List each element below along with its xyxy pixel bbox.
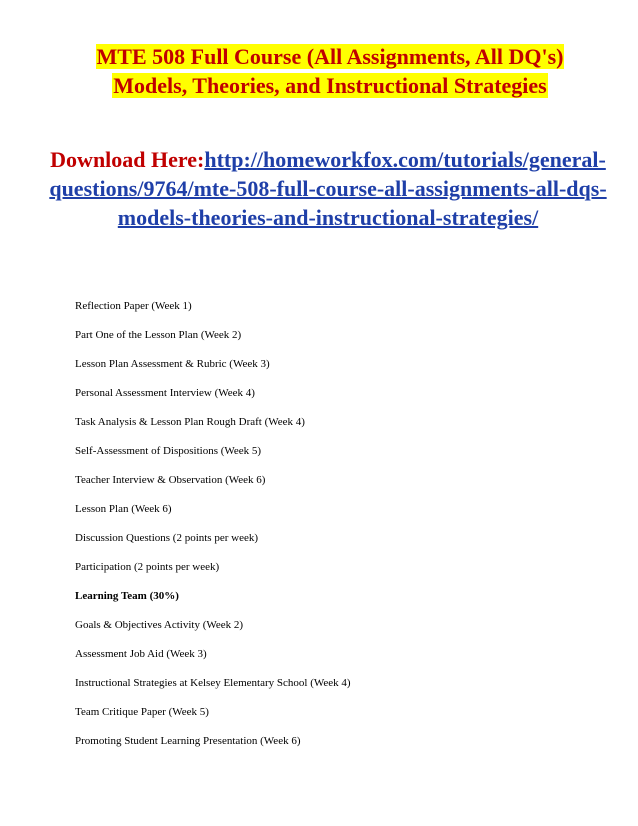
list-item: Reflection Paper (Week 1) xyxy=(75,300,192,312)
list-item: Lesson Plan (Week 6) xyxy=(75,503,172,515)
list-item: Task Analysis & Lesson Plan Rough Draft (Week 4) xyxy=(75,416,305,428)
list-item: Instructional Strategies at Kelsey Elementary School (Week 4) xyxy=(75,677,351,689)
list-item: Part One of the Lesson Plan (Week 2) xyxy=(75,329,242,341)
document-title-text: MTE 508 Full Course (All Assignments, All DQ's) Models, Theories, and Instructional Strategies xyxy=(96,44,564,98)
download-block xyxy=(48,145,608,232)
list-item: Promoting Student Learning Presentation (Week 6) xyxy=(75,735,301,747)
list-item: Goals & Objectives Activity (Week 2) xyxy=(75,619,244,631)
list-item: Discussion Questions (2 points per week) xyxy=(75,532,259,544)
list-item: Assessment Job Aid (Week 3) xyxy=(75,648,207,660)
list-item: Participation (2 points per week) xyxy=(75,561,220,573)
list-item: Teacher Interview & Observation (Week 6) xyxy=(75,474,266,486)
download-label: Download Here: xyxy=(50,147,205,172)
list-item: Personal Assessment Interview (Week 4) xyxy=(75,387,255,399)
list-item: Self-Assessment of Dispositions (Week 5) xyxy=(75,445,262,457)
document-title xyxy=(60,42,600,100)
download-link[interactable]: http://homeworkfox.com/tutorials/general-questions/9764/mte-508-full-course-all-assignments-all-dqs-models-theories-and-instructional-strategies/ xyxy=(49,147,607,230)
list-item: Lesson Plan Assessment & Rubric (Week 3) xyxy=(75,358,270,370)
section-heading: Learning Team (30%) xyxy=(75,590,179,602)
list-item: Team Critique Paper (Week 5) xyxy=(75,706,209,718)
assignment-list xyxy=(75,300,615,764)
